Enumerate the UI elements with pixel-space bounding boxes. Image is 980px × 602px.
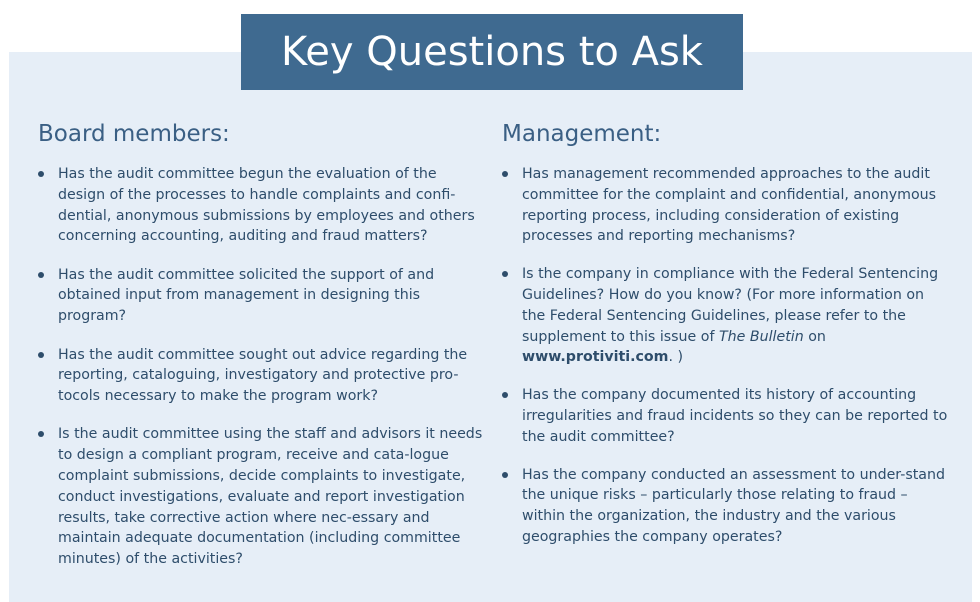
bullet-icon — [502, 472, 508, 478]
bullet-icon — [502, 271, 508, 277]
list-item — [502, 164, 948, 247]
question-text: Has the audit committee begun the evaluation of the design of the processes to handle complaints and confi-dential, anonymous submissions by employees and others concerning accounting, auditing and fraud matters? — [58, 166, 475, 245]
question-text: Has the audit committee sought out advice regarding the reporting, cataloguing, investigatory and protective pro-tocols necessary to make the program work? — [58, 346, 468, 405]
question-text — [522, 266, 938, 365]
question-text-part: on — [803, 328, 826, 345]
board-members-column — [38, 118, 486, 588]
list-item — [38, 265, 486, 327]
bullet-icon — [38, 431, 44, 437]
bullet-icon — [38, 272, 44, 278]
bullet-icon — [502, 392, 508, 398]
question-text: Has the company conducted an assessment to under-stand the unique risks – particularly those relating to fraud – within the organization, the industry and the various geographies the company operates? — [522, 466, 945, 545]
list-item — [38, 164, 486, 247]
management-column — [502, 118, 948, 565]
board-questions-list — [38, 164, 486, 570]
page-title: Key Questions to Ask — [241, 14, 743, 90]
question-text: Has the company documented its history of accounting irregularities and fraud incidents so they can be reported to the audit committee? — [522, 387, 948, 445]
management-questions-list — [502, 164, 948, 548]
question-text: Has management recommended approaches to the audit committee for the complaint and confidential, anonymous reporting process, including consideration of existing processes and reporting mechanisms? — [522, 166, 937, 245]
list-item — [38, 424, 486, 570]
management-heading: Management: — [502, 121, 662, 147]
list-item — [38, 345, 486, 407]
list-item — [502, 385, 948, 447]
list-item — [502, 264, 948, 368]
question-text-part: . ) — [668, 349, 683, 366]
bullet-icon — [38, 171, 44, 177]
bullet-icon — [502, 171, 508, 177]
list-item — [502, 465, 948, 548]
bullet-icon — [38, 352, 44, 358]
publication-title: The Bulletin — [718, 328, 804, 345]
board-members-heading: Board members: — [38, 121, 230, 147]
website-link[interactable]: www.protiviti.com — [522, 349, 669, 366]
question-text: Is the audit committee using the staff and advisors it needs to design a compliant program, receive and cata-logue complaint submissions, decide complaints to investigate, conduct investigations, evaluate and report investigation results, take corrective action where nec-essary and maintain adequate documentation (including committee minutes) of the activities? — [58, 426, 483, 568]
question-text-part: Is the company in compliance with the Federal Sentencing Guidelines? How do you know? (For more information on the Federal Sentencing Guidelines, please refer to the supplement to this issue of — [522, 266, 939, 345]
question-text: Has the audit committee solicited the support of and obtained input from management in designing this program? — [58, 266, 435, 325]
